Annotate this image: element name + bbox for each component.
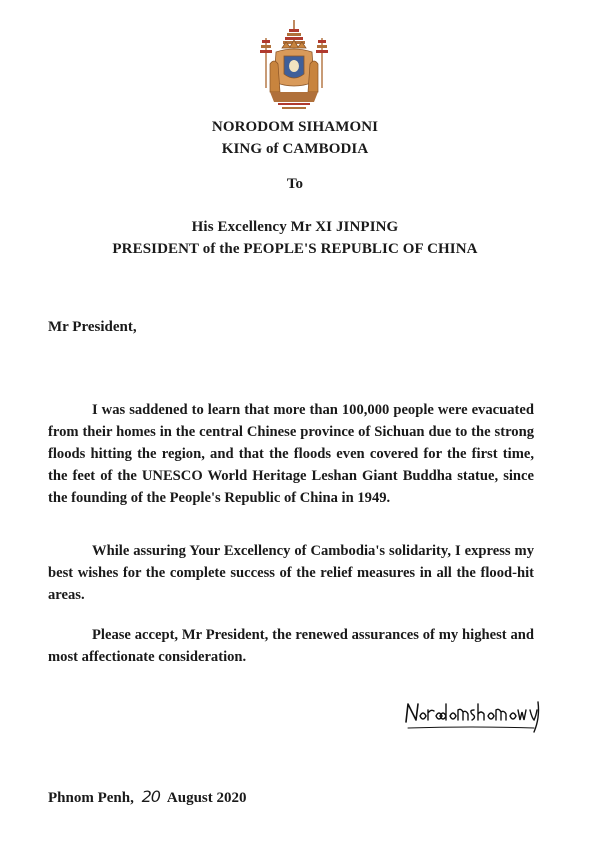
recipient-title: PRESIDENT of the PEOPLE'S REPUBLIC OF CHINA — [112, 241, 478, 257]
body-paragraph-1: I was saddened to learn that more than 100,000 people were evacuated from their homes in the central Chinese province of Sichuan due to the strong floods hitting the region, and that the floods even covered for the first time, the feet of the UNESCO World Heritage Leshan Giant Buddha statue, since the founding of the People's Republic of China in 1949. — [48, 402, 534, 506]
addressee-intro: To — [286, 176, 304, 192]
sender-name: NORODOM SIHAMONI — [211, 119, 379, 135]
recipient-name: His Excellency Mr XI JINPING — [191, 219, 399, 235]
closing-place: Phnom Penh, — [48, 790, 134, 806]
sender-title: KING of CAMBODIA — [221, 141, 369, 157]
salutation: Mr President, — [48, 319, 137, 335]
closing-month-year: August 2020 — [166, 790, 247, 806]
handwritten-signature — [402, 696, 548, 736]
body-paragraph-3: Please accept, Mr President, the renewed assurances of my highest and most affectionate consideration. — [48, 627, 534, 665]
body-paragraph-2: While assuring Your Excellency of Cambodia's solidarity, I express my best wishes for the complete success of the relief measures in all the flood-hit areas. — [48, 543, 534, 603]
recipient-heading — [0, 216, 590, 260]
closing-date-line — [48, 786, 247, 809]
sender-heading — [0, 116, 590, 160]
royal-coat-of-arms-icon — [256, 18, 332, 114]
closing-day-handwritten: 20 — [141, 787, 160, 806]
